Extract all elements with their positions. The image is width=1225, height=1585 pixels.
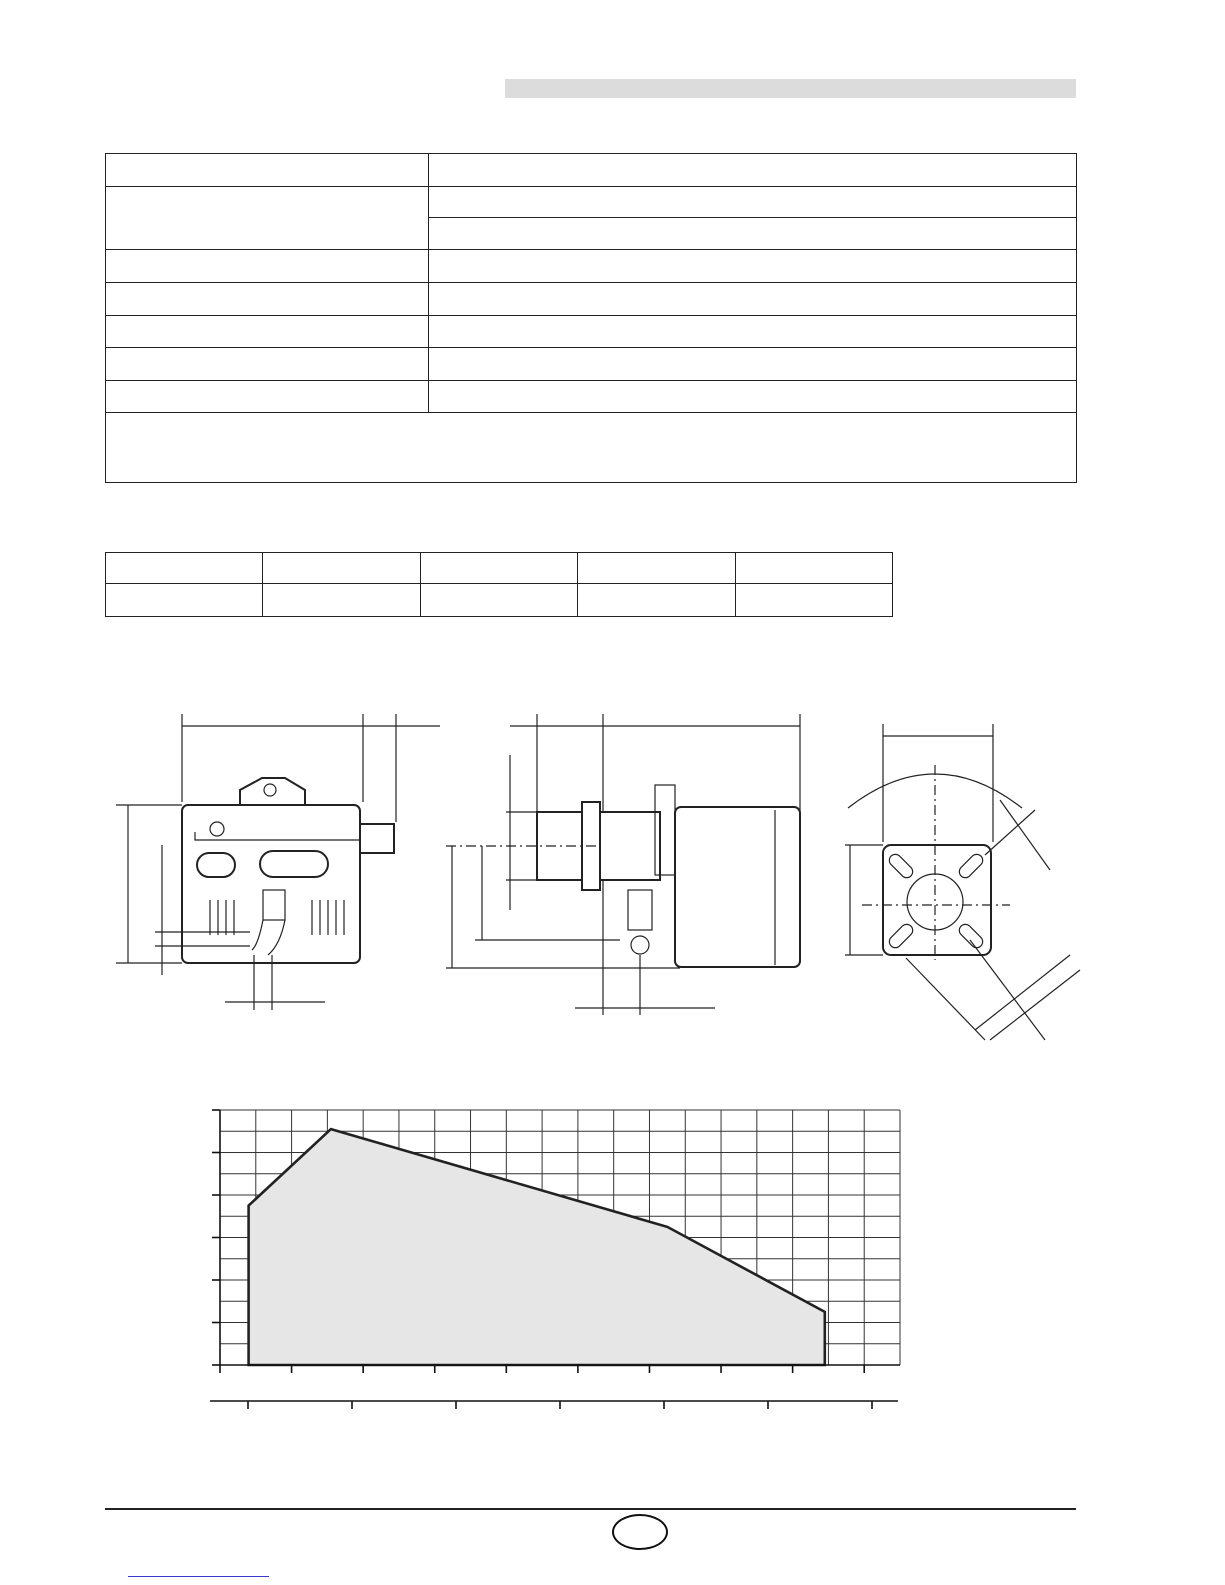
burner-front-view <box>116 714 440 1010</box>
spec-value <box>429 218 1077 250</box>
spec-value <box>429 283 1077 316</box>
table-row <box>106 348 1077 381</box>
burner-side-view <box>446 714 800 1015</box>
firing-range-area <box>249 1129 825 1365</box>
table-row <box>106 154 1077 187</box>
dim-value <box>735 584 892 617</box>
spec-value <box>429 187 1077 218</box>
spec-label <box>106 154 429 187</box>
firing-rate-chart <box>210 1110 930 1460</box>
section-title-bar <box>505 79 1076 98</box>
dim-header <box>578 553 735 584</box>
dim-header <box>106 553 263 584</box>
dimensions-table <box>105 552 893 617</box>
spec-note <box>106 413 1077 483</box>
dim-header <box>420 553 577 584</box>
dim-value <box>263 584 420 617</box>
spec-label <box>106 381 429 413</box>
dim-value <box>578 584 735 617</box>
spec-value <box>429 348 1077 381</box>
spec-value <box>429 381 1077 413</box>
spec-label <box>106 187 429 250</box>
table-row <box>106 316 1077 348</box>
dim-header <box>735 553 892 584</box>
table-row <box>106 283 1077 316</box>
table-row <box>106 413 1077 483</box>
flange-view <box>845 724 1080 1040</box>
footer-rule <box>105 1508 1076 1510</box>
spec-label <box>106 283 429 316</box>
spec-value <box>429 250 1077 283</box>
technical-data-table <box>105 153 1077 483</box>
dim-value <box>106 584 263 617</box>
language-badge <box>612 1514 668 1550</box>
spec-label <box>106 316 429 348</box>
spec-label <box>106 250 429 283</box>
footer-link-underline <box>128 1576 269 1577</box>
table-row <box>106 553 893 584</box>
table-row <box>106 250 1077 283</box>
table-row <box>106 381 1077 413</box>
spec-value <box>429 154 1077 187</box>
dim-value <box>420 584 577 617</box>
dim-header <box>263 553 420 584</box>
table-row <box>106 584 893 617</box>
spec-label <box>106 348 429 381</box>
spec-value <box>429 316 1077 348</box>
table-row <box>106 187 1077 218</box>
